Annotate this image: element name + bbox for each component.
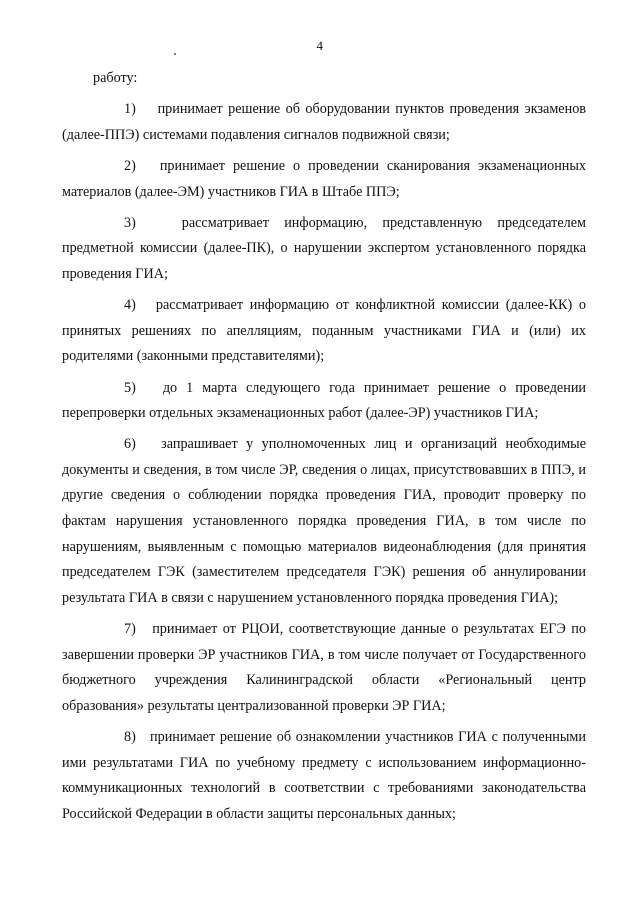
list-item <box>62 376 586 427</box>
item-number: 8) <box>124 729 136 745</box>
item-text: принимает решение об ознакомлении участников ГИА с полученными ими результатами ГИА по учебному предмету с использованием информационно-коммуникационных технологий в соответствии с требованиями законодательства Российской Федерации в области защиты персональных данных; <box>62 729 586 822</box>
item-number: 5) <box>124 379 136 396</box>
item-text: принимает решение об оборудовании пунктов проведения экзаменов (далее-ППЭ) системами подавления сигналов подвижной связи; <box>62 101 586 143</box>
list-item <box>62 211 586 288</box>
page-number: 4 <box>316 38 324 53</box>
item-text: запрашивает у уполномоченных лиц и организаций необходимые документы и сведения, в том числе ЭР, сведения о лицах, присутствовавших в ППЭ, и другие сведения о соблюдении порядка проведения ГИА, проводит проверку по фактам нарушения установленного порядка проведения ГИА, в том числе по нарушениям, выявленным с помощью материалов видеонаблюдения (для принятия председателем ГЭК (заместителем председателя ГЭК) решения об аннулировании результата ГИА в связи с нарушением установленного порядка проведения ГИА); <box>62 436 586 606</box>
document-body <box>62 66 586 833</box>
list-item <box>62 432 586 611</box>
list-item <box>62 293 586 370</box>
scan-speck <box>174 53 176 55</box>
item-number: 7) <box>124 621 136 638</box>
item-number: 6) <box>124 436 136 453</box>
list-item <box>62 97 586 148</box>
item-text: принимает от РЦОИ, соответствующие данные о результатах ЕГЭ по завершении проверки ЭР участников ГИА, в том числе получает от Государственного бюджетного учреждения Калининградской области «Региональный центр образования» результаты централизованной проверки ЭР ГИА; <box>62 621 586 714</box>
item-text: рассматривает информацию от конфликтной комиссии (далее-КК) о принятых решениях по апелляциям, поданным участниками ГИА и (или) их родителями (законными представителями); <box>62 297 586 365</box>
list-item <box>62 617 586 719</box>
list-item <box>62 154 586 205</box>
item-text: рассматривает информацию, представленную председателем предметной комиссии (далее-ПК), о нарушении экспертом установленного порядка проведения ГИА; <box>62 214 586 282</box>
item-number: 4) <box>124 297 136 314</box>
item-text: принимает решение о проведении сканирования экзаменационных материалов (далее-ЭМ) участников ГИА в Штабе ППЭ; <box>62 157 587 200</box>
list-item <box>62 725 586 827</box>
item-number: 1) <box>124 101 136 118</box>
item-number: 2) <box>124 157 136 174</box>
item-number: 3) <box>124 214 136 231</box>
item-text: до 1 марта следующего года принимает решение о проведении перепроверки отдельных экзаменационных работ (далее-ЭР) участников ГИА; <box>62 379 586 422</box>
opening-line: работу: <box>93 70 138 86</box>
